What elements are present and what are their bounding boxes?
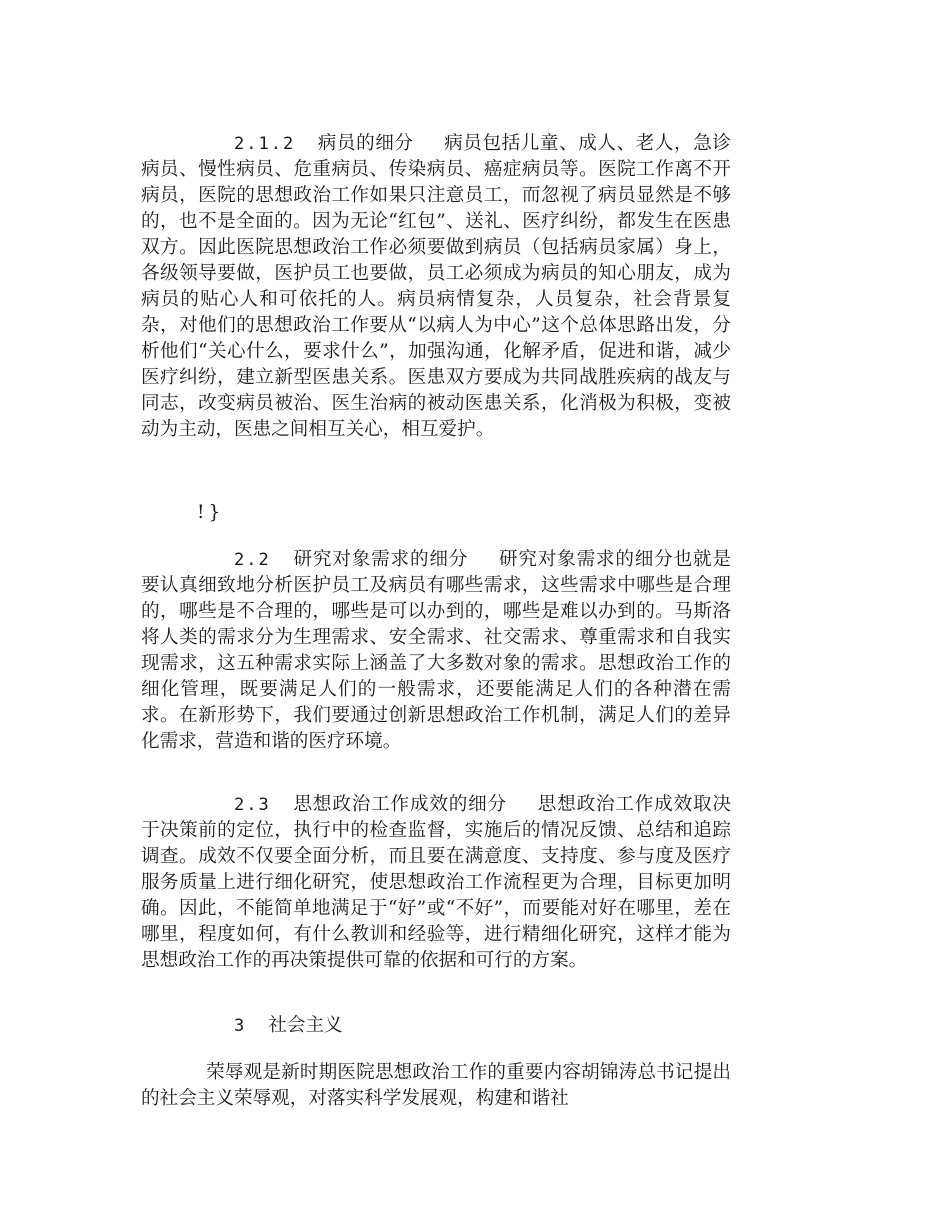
section-2-1-2-body: 病员包括儿童、成人、老人，急诊病员、慢性病员、危重病员、传染病员、癌症病员等。医院工作离不开病员，医院的思想政治工作如果只注意员工，而忽视了病员显然是不够的，也不是全面的。因为无论“红包”、送礼、医疗纠纷，都发生在医患双方。因此医院思想政治工作必须要做到病员（包括病员家属）身上，各级领导要做，医护员工也要做，员工必须成为病员的知心朋友，成为病员的贴心人和可依托的人。病员病情复杂，人员复杂，社会背景复杂，对他们的思想政治工作要从“以病人为中心”这个总体思路出发，分析他们“关心什么，要求什么”，加强沟通，化解矛盾，促进和谐，减少医疗纠纷，建立新型医患关系。医患双方要成为共同战胜疾病的战友与同志，改变病员被治、医生治病的被动医患关系，化消极为积极，变被动为主动，医患之间相互关心，相互爱护。 (141, 133, 731, 440)
section-2-3-title: 思想政治工作成效的细分 (292, 794, 507, 815)
section-2-3-body: 思想政治工作成效取决于决策前的定位，执行中的检查监督，实施后的情况反馈、总结和追踪调查。成效不仅要全面分析，而且要在满意度、支持度、参与度及医疗服务质量上进行细化研究，使思想政治工作流程更为合理，目标更加明确。因此，不能简单地满足于“好”或“不好”，而要能对好在哪里，差在哪里，程度如何，有什么教训和经验等，进行精细化研究，这样才能为思想政治工作的再决策提供可靠的依据和可行的方案。 (141, 794, 731, 971)
section-2-3-number: 2.3 (234, 795, 271, 815)
final-paragraph (141, 1060, 731, 1112)
section-2-1-2-paragraph (141, 131, 731, 443)
section-2-1-2-number: 2.1.2 (234, 134, 296, 154)
section-2-2-number: 2.2 (234, 550, 271, 570)
section-2-2-body: 研究对象需求的细分也就是要认真细致地分析医护员工及病员有哪些需求，这些需求中哪些是合理的，哪些是不合理的，哪些是可以办到的，哪些是难以办到的。马斯洛将人类的需求分为生理需求、安全需求、社交需求、尊重需求和自我实现需求，这五种需求实际上涵盖了大多数对象的需求。思想政治工作的细化管理，既要满足人们的一般需求，还要能满足人们的各种潜在需求。在新形势下，我们要通过创新思想政治工作机制，满足人们的差异化需求，营造和谐的医疗环境。 (141, 549, 731, 752)
final-paragraph-body: 荣辱观是新时期医院思想政治工作的重要内容胡锦涛总书记提出的社会主义荣辱观，对落实科学发展观，构建和谐社 (141, 1062, 731, 1109)
section-3-title: 社会主义 (268, 1015, 343, 1036)
section-3-heading (141, 1013, 731, 1039)
section-2-2-title: 研究对象需求的细分 (292, 549, 469, 570)
stray-characters: !} (197, 502, 225, 523)
section-3-number: 3 (234, 1016, 247, 1036)
section-2-2-paragraph (141, 547, 731, 755)
section-2-1-2-title: 病员的细分 (317, 133, 414, 154)
section-2-3-paragraph (141, 792, 731, 974)
